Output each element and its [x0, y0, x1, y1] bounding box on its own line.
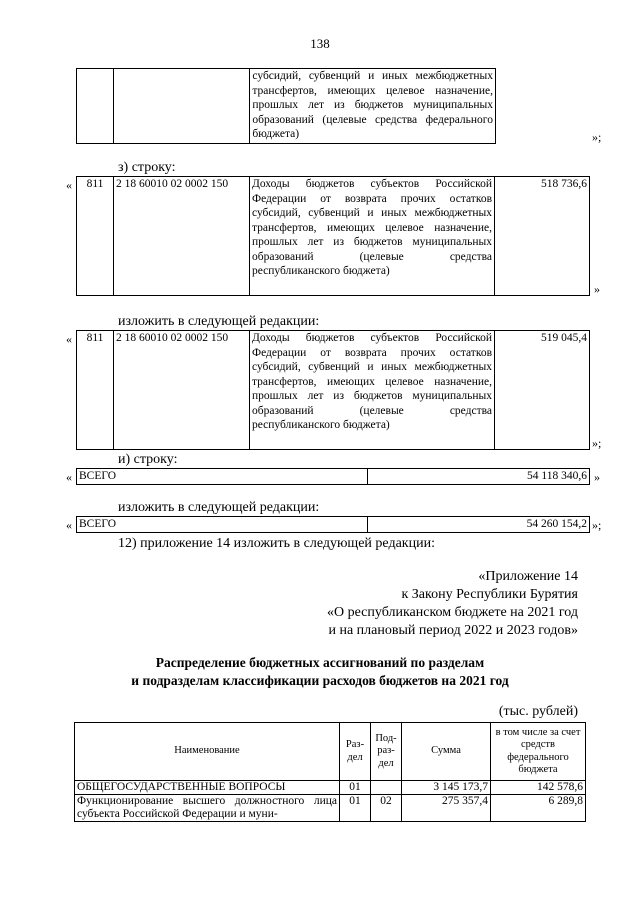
opening-quote: «: [66, 332, 72, 346]
label-z: з) строку:: [118, 160, 176, 175]
opening-quote: «: [66, 178, 72, 192]
description-cell: Доходы бюджетов субъектов Российской Федерации от возврата прочих остатков субсидий, субвенций и иных межбюджетных трансфертов, имеющих целевое назначение, прошлых лет из бюджетов муниципальных образований (целевые средства республиканского бюджета): [250, 331, 495, 450]
income-table-continuation: [76, 68, 496, 144]
row-name: ОБЩЕГОСУДАРСТВЕННЫЕ ВОПРОСЫ: [75, 781, 340, 795]
total-table-new: [76, 516, 590, 533]
title-line-1: Распределение бюджетных ассигнований по разделам: [155, 655, 485, 670]
appendix-line-3: «О республиканском бюджете на 2021 год: [327, 605, 578, 620]
opening-quote: «: [66, 518, 72, 532]
admin-cell: 811: [77, 177, 114, 296]
description-cell: Доходы бюджетов субъектов Российской Федерации от возврата прочих остатков субсидий, субвенций и иных межбюджетных трансфертов, имеющих целевое назначение, прошлых лет из бюджетов муниципальных образований (целевые средства республиканского бюджета): [250, 177, 495, 296]
code-cell: 2 18 60010 02 0002 150: [114, 331, 250, 450]
appendix-header: [327, 568, 578, 640]
description-cell: субсидий, субвенций и иных межбюджетных трансфертов, имеющих целевое назначение, прошлых лет из бюджетов муниципальных образований (целевые средства федерального бюджета): [250, 69, 496, 144]
header-sum: Сумма: [402, 723, 491, 781]
item-12: 12) приложение 14 изложить в следующей редакции:: [118, 536, 435, 551]
row-section: 01: [340, 781, 371, 795]
budget-table: [74, 722, 586, 822]
closing-quote: »: [594, 282, 600, 296]
label-edit-2: изложить в следующей редакции:: [118, 500, 320, 515]
total-sum: 54 260 154,2: [368, 517, 590, 533]
title-line-2: и подразделам классификации расходов бюджетов на 2021 год: [131, 673, 509, 688]
header-subsection: Под-раз-дел: [371, 723, 402, 781]
total-sum: 54 118 340,6: [368, 469, 590, 485]
appendix-line-2: к Закону Республики Бурятия: [401, 587, 578, 602]
header-federal: в том числе за счет средств федерального бюджета: [491, 723, 586, 781]
appendix-line-1: «Приложение 14: [478, 569, 578, 584]
row-subsection: 02: [371, 795, 402, 822]
table-row: [75, 795, 586, 822]
income-table-old-row: [76, 176, 590, 296]
units-label: (тыс. рублей): [498, 704, 578, 719]
row-federal: 6 289,8: [491, 795, 586, 822]
total-table-old: [76, 468, 590, 485]
label-i: и) строку:: [118, 452, 178, 467]
sum-cell: 518 736,6: [495, 177, 590, 296]
income-table-new-row: [76, 330, 590, 450]
admin-cell: [77, 69, 114, 144]
page-number: 138: [310, 36, 330, 51]
row-sum: 275 357,4: [402, 795, 491, 822]
table-row: [75, 781, 586, 795]
appendix-line-4: и на плановый период 2022 и 2023 годов»: [328, 623, 578, 638]
row-section: 01: [340, 795, 371, 822]
row-sum: 3 145 173,7: [402, 781, 491, 795]
page-title: [0, 654, 640, 690]
table-header-row: [75, 723, 586, 781]
header-name: Наименование: [75, 723, 340, 781]
closing-quote: »;: [592, 518, 602, 532]
closing-quote: »;: [592, 130, 602, 144]
row-subsection: [371, 781, 402, 795]
total-label: ВСЕГО: [77, 469, 368, 485]
opening-quote: «: [66, 470, 72, 484]
admin-cell: 811: [77, 331, 114, 450]
closing-quote: »: [594, 470, 600, 484]
label-edit-1: изложить в следующей редакции:: [118, 314, 320, 329]
header-section: Раз-дел: [340, 723, 371, 781]
sum-cell: 519 045,4: [495, 331, 590, 450]
closing-quote: »;: [592, 436, 602, 450]
total-label: ВСЕГО: [77, 517, 368, 533]
code-cell: [114, 69, 250, 144]
row-name: Функционирование высшего должностного лица субъекта Российской Федерации и муни-: [75, 795, 340, 822]
row-federal: 142 578,6: [491, 781, 586, 795]
code-cell: 2 18 60010 02 0002 150: [114, 177, 250, 296]
